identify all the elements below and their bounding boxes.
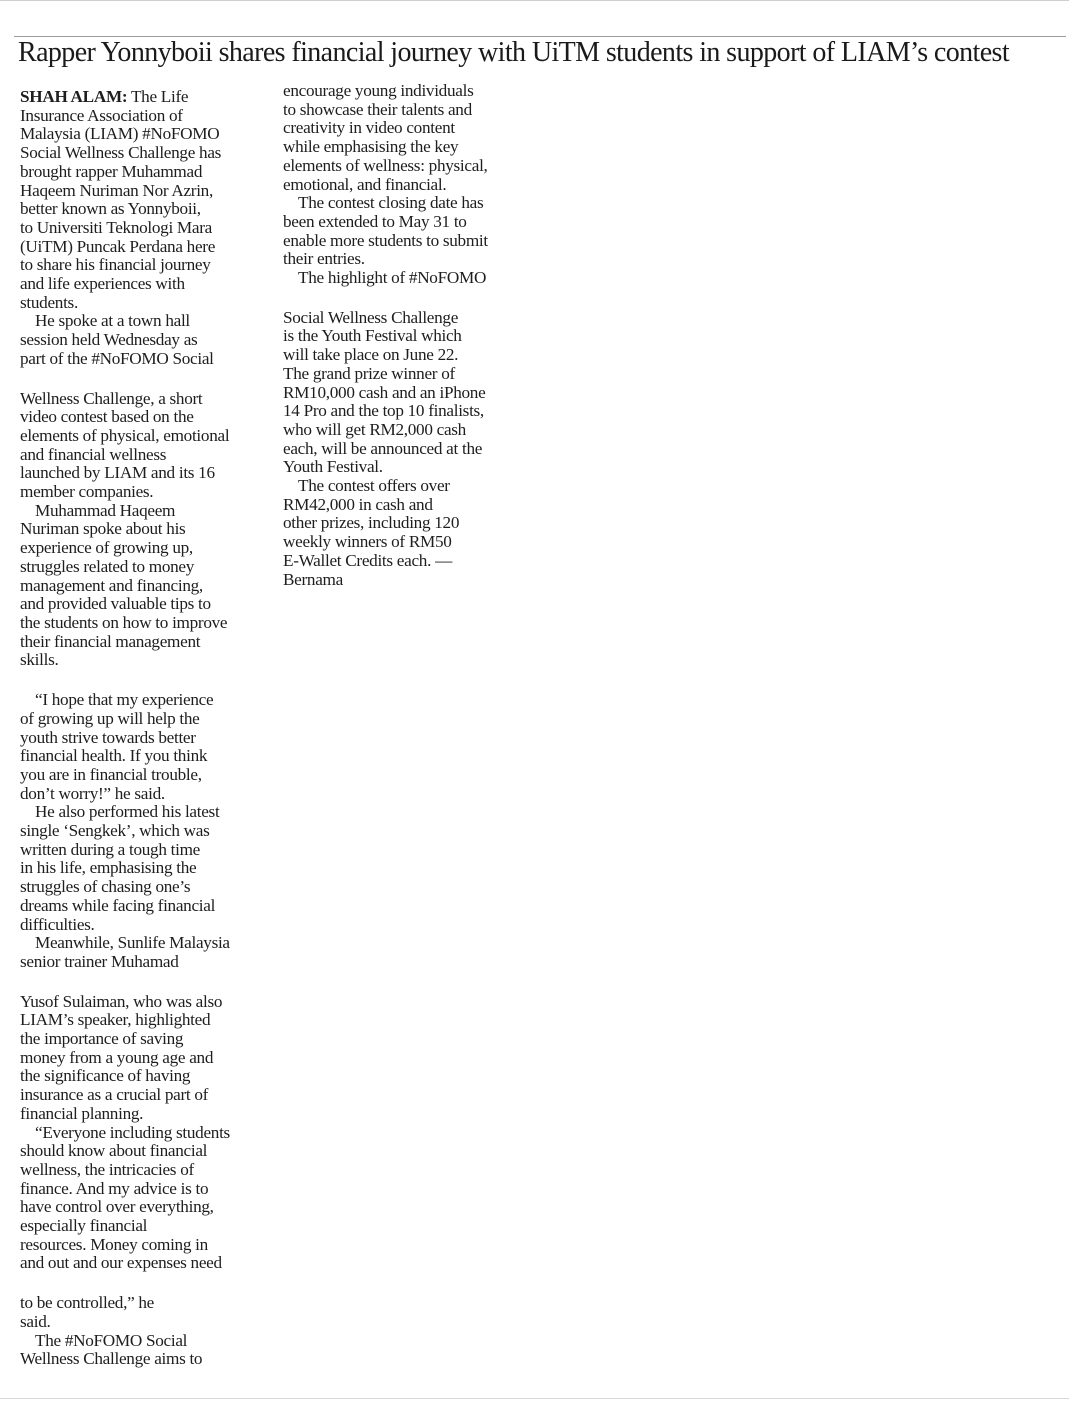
body-paragraph: He also performed his latest single ‘Sengkek’, which was written during a tough time in his life, emphasising the struggles of chasing one’s dreams while facing financial difficulties. <box>20 802 220 934</box>
body-paragraph: The highlight of #NoFOMO <box>298 268 487 288</box>
lead-paragraph <box>20 88 270 312</box>
body-paragraph: Social Wellness Challenge is the Youth Festival which will take place on June 22. The grand prize winner of RM10,000 cash and an iPhone 14 Pro and the top 10 finalists, who will get RM2,000 cash each, will be announced at the Youth Festival. <box>283 307 486 477</box>
body-paragraph: Wellness Challenge, a short video contest based on the elements of physical, emotional and financial wellness launched by LIAM and its 16 member companies. <box>20 388 230 502</box>
body-paragraph: The contest closing date has been extended to May 31 to enable more students to submit their entries. <box>283 193 488 269</box>
body-paragraph: encourage young individuals to showcase their talents and creativity in video content while emphasising the key elements of wellness: physical, emotional, and financial. <box>283 81 488 194</box>
quote-paragraph: “Everyone including students should know about financial wellness, the intricacies of finance. And my advice is to have control over everything, especially financial resources. Money coming in and out and our expenses need <box>20 1122 230 1273</box>
lead-text: The Life Insurance Association of Malaysia (LIAM) #NoFOMO Social Wellness Challenge has brought rapper Muhammad Haqeem Nuriman Nor Azrin, better known as Yonnyboii, to Universiti Teknologi Mara (UiTM) Puncak Perdana here to share his financial journey and life experiences with students. <box>20 87 222 312</box>
body-paragraph: Meanwhile, Sunlife Malaysia senior trainer Muhamad <box>20 933 230 971</box>
body-paragraph: The #NoFOMO Social Wellness Challenge aims to <box>20 1330 203 1369</box>
body-paragraph: Muhammad Haqeem Nuriman spoke about his experience of growing up, struggles related to money management and financing, and provided valuable tips to the students on how to improve their financial management skills. <box>20 500 228 670</box>
closing-paragraph: The contest offers over RM42,000 in cash and other prizes, including 120 weekly winners of RM50 E-Wallet Credits each. — Bernama <box>283 476 460 589</box>
article-headline: Rapper Yonnyboii shares financial journey with UiTM students in support of LIAM’s contest <box>18 37 1010 68</box>
quote-paragraph: “I hope that my experience of growing up will help the youth strive towards better financial health. If you think you are in financial trouble, don’t worry!” he said. <box>20 690 214 803</box>
body-paragraph: to be controlled,” he said. <box>20 1293 155 1331</box>
top-rule <box>0 0 1069 1</box>
body-paragraph: Yusof Sulaiman, who was also LIAM’s speaker, highlighted the importance of saving money from a young age and the significance of having insurance as a crucial part of financial planning. <box>20 991 223 1123</box>
dateline: SHAH ALAM: <box>20 87 128 106</box>
article-column-1 <box>20 88 270 1369</box>
bottom-rule <box>0 1398 1069 1399</box>
body-paragraph: He spoke at a town hall session held Wednesday as part of the #NoFOMO Social <box>20 311 214 368</box>
article-column-2 <box>283 82 533 589</box>
